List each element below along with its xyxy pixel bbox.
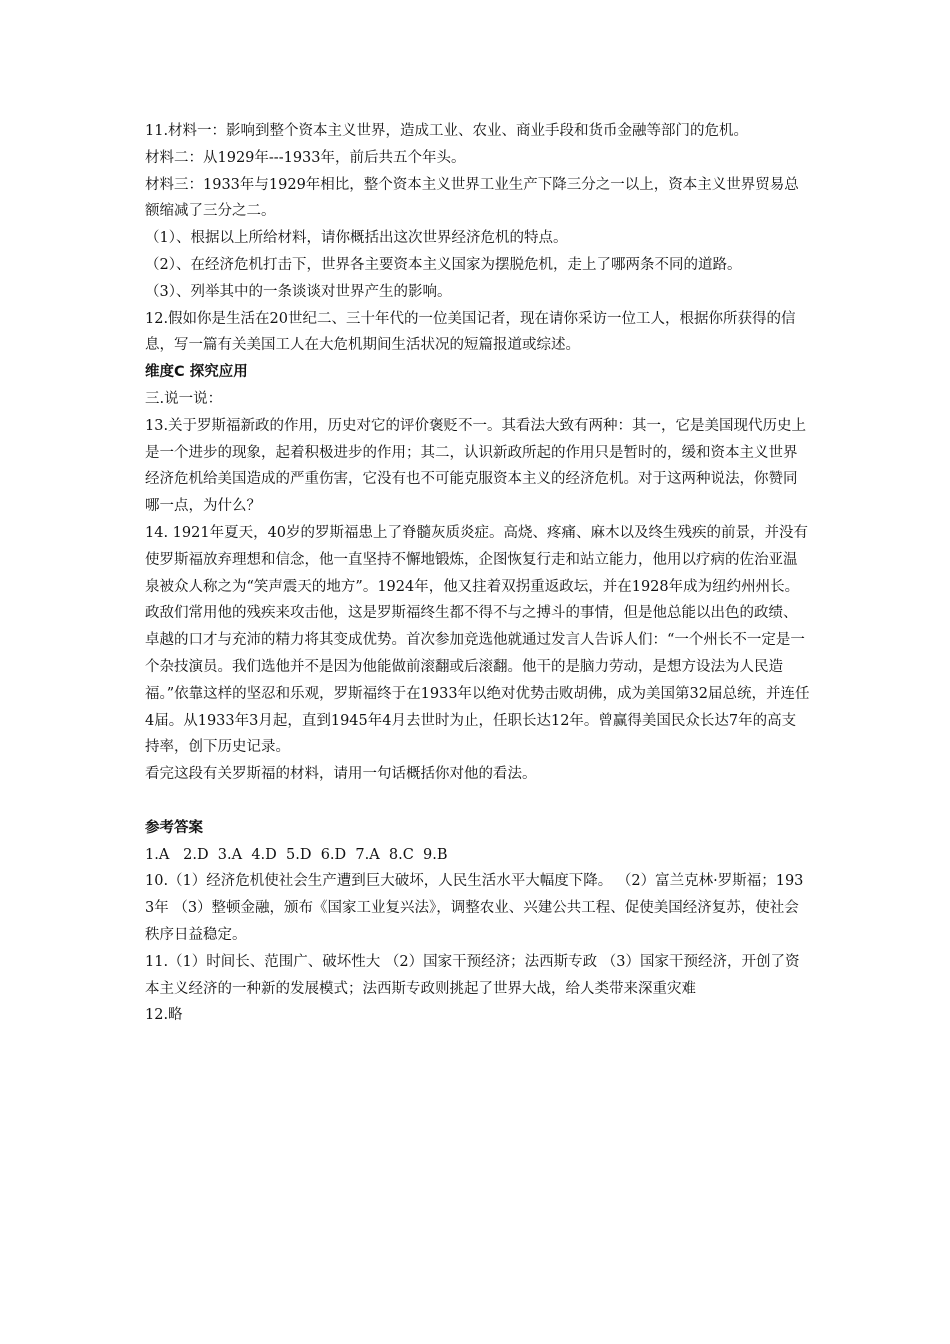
question-11-part-2: （2）、在经济危机打击下，世界各主要资本主义国家为摆脱危机，走上了哪两条不同的道路。 [145, 256, 742, 273]
question-11-material-1: 11.材料一：影响到整个资本主义世界，造成工业、农业、商业手段和货币金融等部门的危机。 [145, 123, 749, 139]
answers-1-to-9: 1.A 2.D 3.A 4.D 5.D 6.D 7.A 8.C 9.B [145, 846, 448, 863]
question-14-paragraph-2: 政敌们常用他的残疾来攻击他，这是罗斯福终生都不得不与之搏斗的事情，但是他总能以出色的政绩、卓越的口才与充沛的精力将其变成优势。首次参加竞选他就通过发言人告诉人们：“一个州长不一定是一个杂技演员。我们选他并不是因为他能做前滚翻或后滚翻。他干的是脑力劳动，是想方设法为人民造福。”依靠这样的坚忍和乐观，罗斯福终于在1933年以绝对优势击败胡佛，成为美国第32届总统，并连任4届。从1933年3月起，直到1945年4月去世时为止，任职长达12年。曾赢得美国民众长达7年的高支持率，创下历史记录。 [145, 605, 810, 756]
section-heading-dimension-c: 维度C 探究应用 [145, 364, 248, 381]
question-12: 12.假如你是生活在20世纪二、三十年代的一位美国记者，现在请你采访一位工人，根据你所获得的信息，写一篇有关美国工人在大危机期间生活状况的短篇报道或综述。 [145, 310, 796, 354]
spacer [145, 788, 810, 815]
question-11-material-3: 材料三：1933年与1929年相比，整个资本主义世界工业生产下降三分之一以上，资本主义世界贸易总额缩减了三分之二。 [145, 176, 799, 220]
answer-12: 12.略 [145, 1007, 183, 1024]
document-page [145, 118, 810, 1029]
answers-heading: 参考答案 [145, 819, 203, 836]
question-14-paragraph-1: 14. 1921年夏天，40岁的罗斯福患上了脊髓灰质炎症。高烧、疼痛、麻木以及终生残疾的前景，并没有使罗斯福放弃理想和信念，他一直坚持不懈地锻炼，企图恢复行走和站立能力，他用以疗病的佐治亚温泉被众人称之为“笑声震天的地方”。1924年，他又拄着双拐重返政坛，并在1928年成为纽约州州长。 [145, 524, 809, 595]
answer-10: 10.（1）经济危机使社会生产遭到巨大破坏，人民生活水平大幅度下降。 （2）富兰克林·罗斯福；1933年 （3）整顿金融，颁布《国家工业复兴法》，调整农业、兴建公共工程、促使美国经济复苏，使社会秩序日益稳定。 [145, 873, 804, 943]
question-14-prompt: 看完这段有关罗斯福的材料，请用一句话概括你对他的看法。 [145, 766, 537, 783]
answer-11: 11.（1）时间长、范围广、破坏性大 （2）国家干预经济；法西斯专政 （3）国家干预经济，开创了资本主义经济的一种新的发展模式；法西斯专政则挑起了世界大战，给人类带来深重灾难 [145, 953, 800, 997]
question-11-part-3: （3）、列举其中的一条谈谈对世界产生的影响。 [145, 283, 452, 300]
question-11-material-2: 材料二：从1929年---1933年，前后共五个年头。 [145, 149, 466, 166]
question-11-part-1: （1）、根据以上所给材料，请你概括出这次世界经济危机的特点。 [145, 230, 568, 247]
question-13: 13.关于罗斯福新政的作用，历史对它的评价褒贬不一。其看法大致有两种：其一，它是美国现代历史上是一个进步的现象，起着积极进步的作用；其二，认识新政所起的作用只是暂时的，缓和资本主义世界经济危机给美国造成的严重伤害，它没有也不可能克服资本主义的经济危机。对于这两种说法，你赞同哪一点，为什么？ [145, 417, 807, 515]
subsection-heading-say: 三.说一说： [145, 390, 223, 407]
